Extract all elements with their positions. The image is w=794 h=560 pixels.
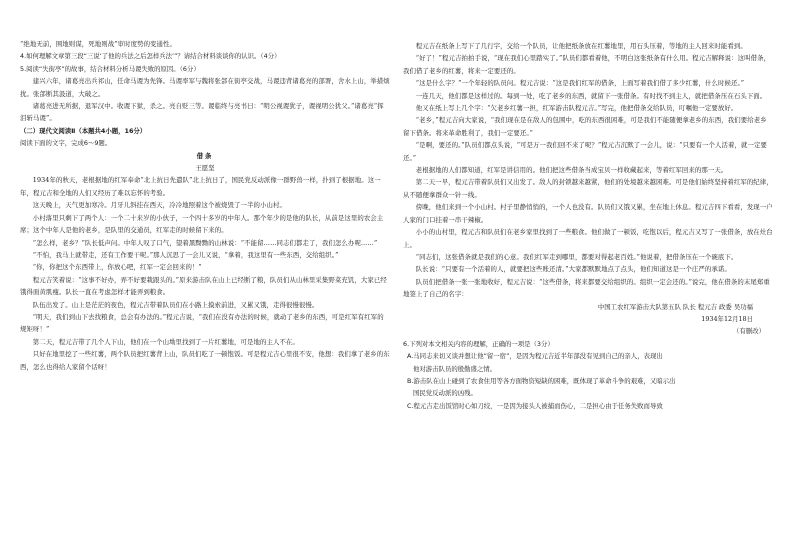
signature-unit: 中国工农红军游击大队第五队 队长 程元吉 政委 吴功福 — [597, 302, 753, 311]
story-paragraph: “你，你把这个东西带上，你放心吧，红军一定会回来的！” — [32, 263, 202, 272]
option-text: 马同志来切又谈并想让他“留一宿”，是因为程元吉近半年部没有见到自己的亲人，表现出 — [413, 352, 663, 361]
option-text: 他对游击队员的殷勤盛之情。 — [413, 364, 497, 373]
story-paragraph: “是啊，要还的。”队员们都点头说，“可是万一我们回不来了呢？”程元吉沉默了一会儿，说：“只要有一个人活着，就一定要还。” — [403, 141, 767, 162]
story-paragraph: 队长说：“只要有一个活着的人，就要把这些账还清。”大家都默默地点了点头，他们知道这是一个庄严的承诺。 — [415, 265, 731, 274]
story-paragraph: 这天晚上，天气更加寒冷。月牙儿斜挂在西天，冷冷地照着这个被烧毁了一半的小山村。 — [32, 201, 286, 210]
story-paragraph: “不怕，我马上就带走，还有工作要干呢。”那人沉思了一会儿又说，“拿着，我这里有一些东西，交给组织。” — [32, 250, 339, 259]
option-label: A. — [407, 352, 414, 361]
story-paragraph: 一连几天，他们都是这样过的。每到一处，吃了老乡的东西，就留下一张借条。有时找不到主人，就把借条压在石头下面。 — [415, 91, 767, 100]
option-text: 国民党反动派的凶残。 — [413, 389, 477, 398]
story-paragraph: 小小的山村里，程元吉和队员们在老乡家里找到了一些粮食。他们做了一顿饭，吃饱以后，程元吉又写了一张借条，放在灶台上。 — [403, 228, 773, 249]
story-paragraph: 第二天，程元吉带了几个人下山，他们在一个山坳里找到了一片红薯地，可是地的主人不在。 — [32, 337, 299, 346]
story-paragraph: 小村落里只剩下了两个人：一个二十来岁的小伙子，一个四十多岁的中年人。那个年少的是他的队长，从前是这里的农会主席；这个中年人是他的老乡，是队里的交通员，红军走的时候留下来的。 — [20, 213, 384, 235]
signature-date: 1934年12月18日 — [701, 314, 753, 323]
passage-paragraph: 建兴六年，诸葛亮出兵祁山，任命马谡为先锋。马谡率军与魏将张郃在街亭交战，马谡违背诸葛亮的部署，舍水上山，举措烦扰。张郃断其汲道，大破之。 — [20, 77, 390, 98]
left-column — [20, 38, 390, 373]
story-paragraph: 第二天一早，程元吉带着队员们又出发了。敌人的封锁越来越紧，他们的处境越来越困难。可是他们始终坚持着红军的纪律，从不随便拿群众一针一线。 — [403, 178, 773, 199]
option-a-cont — [403, 363, 773, 375]
option-text: 游击队在山上碰到了农食住用等各方面物资短缺的困难，既体现了革命斗争的艰难，又暗示出 — [413, 376, 676, 385]
story-paragraph: “明天，我们到山下去找粮食，总会有办法的。”程元吉说，“我们在没有办法的时候，就动了老乡的东西，可是红军有红军的规矩呀！” — [20, 312, 384, 334]
section-heading: （二）现代文阅读Ⅱ（本题共4小题，16分） — [20, 126, 147, 135]
story-paragraph: “这是什么字？”一个年轻的队员问。程元吉说：“这是我们红军的借条，上面写着我们借了多少红薯，什么时候还。” — [415, 79, 745, 88]
story-paragraph: 1934年的秋天，老根据地的红军奉命“北上抗日先遣队”北上抗日了，国民党反动派像一群野兽一样，扑到了根据地。这一年，程元吉和全地的人们又经历了难以忘怀的考验。 — [20, 176, 381, 197]
question-5: 5.阅读“失街亭”的故事，结合材料分析马谡失败的原因。（6分） — [20, 64, 200, 73]
story-paragraph: “老乡，”程元吉向大家说，“我们现在是在敌人的包围中，吃的东西很困难，可是我们不能随便拿老乡的东西，我们要给老乡留下借条。将来革命胜利了，我们一定要还。” — [403, 116, 767, 137]
story-paragraph: 傍晚，他们来到一个小山村。村子里静悄悄的，一个人也没有。队员们又饿又累，坐在地上休息。程元吉四下看看，发现一户人家的门口挂着一串干辣椒。 — [403, 203, 773, 224]
story-paragraph: 队伍出发了。山上是茫茫的夜色，程元吉带着队员们在小路上摸索前进，又累又饿，走得很慢很慢。 — [32, 300, 319, 309]
option-label: C. — [407, 401, 414, 410]
story-paragraph: 他又在纸上写上几个字：“欠老乡红薯一担，红军游击队程元吉。”写完，他把借条交给队员，叮嘱他一定要放好。 — [415, 104, 738, 113]
source-note: （有删改） — [733, 327, 765, 336]
option-a — [403, 350, 773, 362]
story-paragraph: 只好在地里挖了一些红薯，两个队员把红薯背上山，队员们吃了一顿饱饭。可是程元吉心里很不安，他想：我们拿了老乡的东西，怎么也得给人家留个话呀！ — [20, 350, 390, 371]
option-label: B. — [407, 376, 414, 385]
option-b — [403, 375, 773, 387]
option-b-cont — [403, 387, 773, 399]
right-column — [403, 40, 773, 412]
intro-tail: “绝地无前，围地则谋，死地则战”审时度势的变通性。 — [20, 40, 177, 48]
story-paragraph: “怎么样，老乡？”队长低声问。中年人叹了口气，望着黑黝黝的山林说：“不能留……同志们都走了，我们怎么办呢……” — [32, 238, 378, 247]
option-text: 程元吉走出饭馆时心如刀绞，一是因为接头人被捕而伤心，二是担心由于任务失败而导致 — [413, 401, 663, 410]
option-c — [403, 400, 773, 412]
story-paragraph: 队员们把借条一张一张地收好，程元吉说：“这些借条，将来都要交给组织的。组织一定会还的。”说完，他在借条的末尾郑重地签上了自己的名字： — [403, 277, 770, 299]
story-paragraph: “同志们，这张借条就是我们的心意。我们红军走到哪里，都要对得起老百姓。”他说着，把借条压在一个碗底下。 — [415, 252, 738, 261]
question-4: 4.如何理解文章第三段“三说‘了他的兵法之后怎样兵法’”？请结合材料谈谈你的认识。（4分） — [20, 52, 281, 61]
passage-paragraph: 诸葛亮进无所据，退军汉中。收谡下狱，杀之。亮自贬三等。谡临终与亮书曰：“明公视谡犹子，谡视明公犹父。”诸葛亮“挥泪斩马谡”。 — [20, 102, 384, 123]
question-6: 6.下列对本文相关内容的理解，正确的一项是（3分） — [403, 339, 554, 348]
story-title: 借条 — [196, 151, 214, 160]
story-paragraph: “好了！”程元吉拍拍手说，“现在我们心里踏实了。”队员们都看着他，不明白这张纸条有什么用。程元吉解释说：这叫借条，我们借了老乡的红薯，将来一定要还的。 — [403, 54, 771, 75]
story-paragraph: 老根据地的人们都知道，红军是讲信用的。他们把这些借条当成宝贝一样收藏起来，等着红军回来的那一天。 — [415, 166, 728, 175]
story-paragraph: 程元吉在纸条上写下了几行字，交给一个队员，让他把纸条放在红薯地里，用石头压着，等地的主人回来时能看到。 — [415, 42, 747, 50]
section-instruction: 阅读下面的文字，完成6～9题。 — [20, 139, 112, 148]
story-paragraph: 程元吉笑着说：“这事不好办，弄不好要栽跟头的。”原来游击队在山上已经断了粮，队员们从山林里采集野菜充饥，大家已经饿得面黄肌瘦。队长一直在考虑怎样才能弄到粮食。 — [20, 275, 387, 297]
story-author: 王愿坚 — [195, 164, 215, 173]
